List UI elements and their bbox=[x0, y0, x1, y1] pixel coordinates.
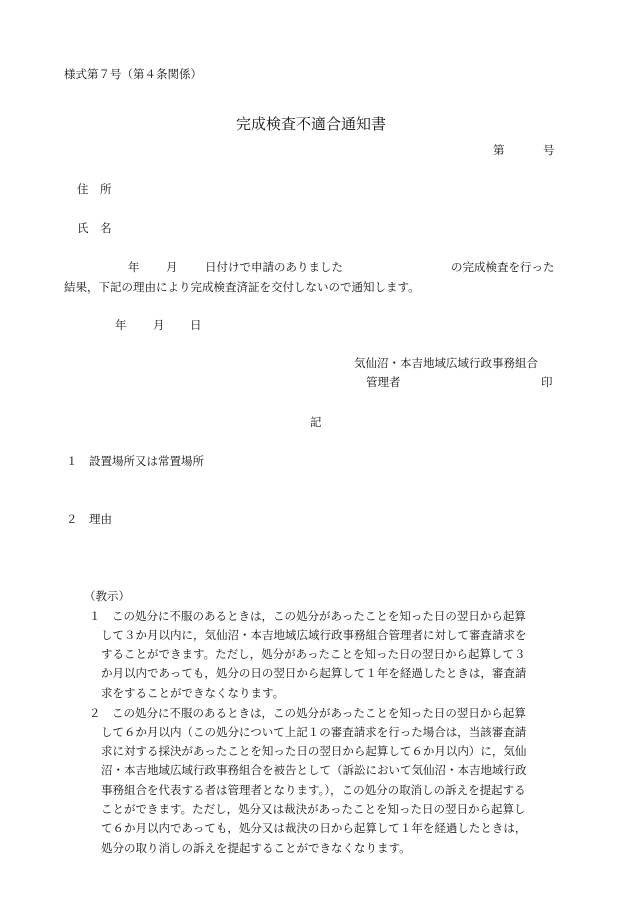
doc-number-go: 号 bbox=[543, 143, 555, 157]
date-hi: 日 bbox=[190, 318, 202, 332]
form-number: 様式第７号（第４条関係） bbox=[64, 67, 202, 81]
instruction-line: して３か月以内に，気仙沼・本吉地域広域行政事務組合管理者に対して審査請求を bbox=[101, 628, 527, 642]
body-tsuki: 月 bbox=[166, 260, 178, 274]
body-nen: 年 bbox=[128, 260, 140, 274]
instruction-line: １ この処分に不服のあるときは，この処分があったことを知った日の翌日から起算 bbox=[89, 609, 526, 623]
body-line1-part2: の完成検査を行った bbox=[451, 260, 555, 274]
body-line2: 結果，下記の理由により完成検査済証を交付しないので通知します。 bbox=[64, 280, 420, 294]
instruction-line: 処分の取り消しの訴えを提起することができなくなります。 bbox=[101, 841, 411, 855]
doc-number-dai: 第 bbox=[493, 143, 505, 157]
instruction-line: ２ この処分に不服のあるときは，この処分があったことを知った日の翌日から起算 bbox=[89, 706, 526, 720]
document-title: 完成検査不適合通知書 bbox=[236, 115, 387, 133]
item-1-number: １ bbox=[66, 454, 78, 468]
instruction-line: 求に対する採決があったことを知った日の翌日から起算して６か月以内）に，気仙 bbox=[101, 744, 527, 758]
date-tsuki: 月 bbox=[153, 318, 165, 332]
address-label: 住 所 bbox=[77, 182, 112, 196]
issuer-organization: 気仙沼・本吉地域広域行政事務組合 bbox=[354, 356, 538, 370]
date-nen: 年 bbox=[115, 318, 127, 332]
instruction-line: 求をすることができなくなります。 bbox=[101, 686, 285, 700]
instruction-line: 沼・本吉地域広域行政事務組合を被告として（訴訟において気仙沼・本吉地域行政 bbox=[101, 763, 527, 777]
item-2-number: ２ bbox=[66, 512, 78, 526]
name-label: 氏 名 bbox=[77, 221, 112, 235]
instruction-line: 事務組合を代表する者は管理者となります。），この処分の取消しの訴えを提起する bbox=[101, 783, 526, 797]
item-2-label: 理由 bbox=[89, 512, 112, 526]
instruction-line: か月以内であっても，処分の日の翌日から起算して１年を経過したときは，審査請 bbox=[101, 666, 527, 680]
instructions-heading: （教示） bbox=[84, 589, 130, 603]
instruction-line: して６か月以内（この処分について上記１の審査請求を行った場合は，当該審査請 bbox=[101, 725, 527, 739]
ki-heading: 記 bbox=[310, 415, 322, 429]
instruction-line: ことができます。ただし，処分又は裁決があったことを知った日の翌日から起算し bbox=[101, 802, 526, 816]
instruction-line: することができます。ただし，処分があったことを知った日の翌日から起算して３ bbox=[101, 647, 526, 661]
body-line1-part1: 日付けで申請のありました bbox=[205, 260, 343, 274]
issuer-seal: 印 bbox=[541, 375, 553, 389]
issuer-position: 管理者 bbox=[366, 375, 401, 389]
instruction-line: て６か月以内であっても，処分又は裁決の日から起算して１年を経過したときは， bbox=[101, 821, 527, 835]
item-1-label: 設置場所又は常置場所 bbox=[89, 454, 204, 468]
